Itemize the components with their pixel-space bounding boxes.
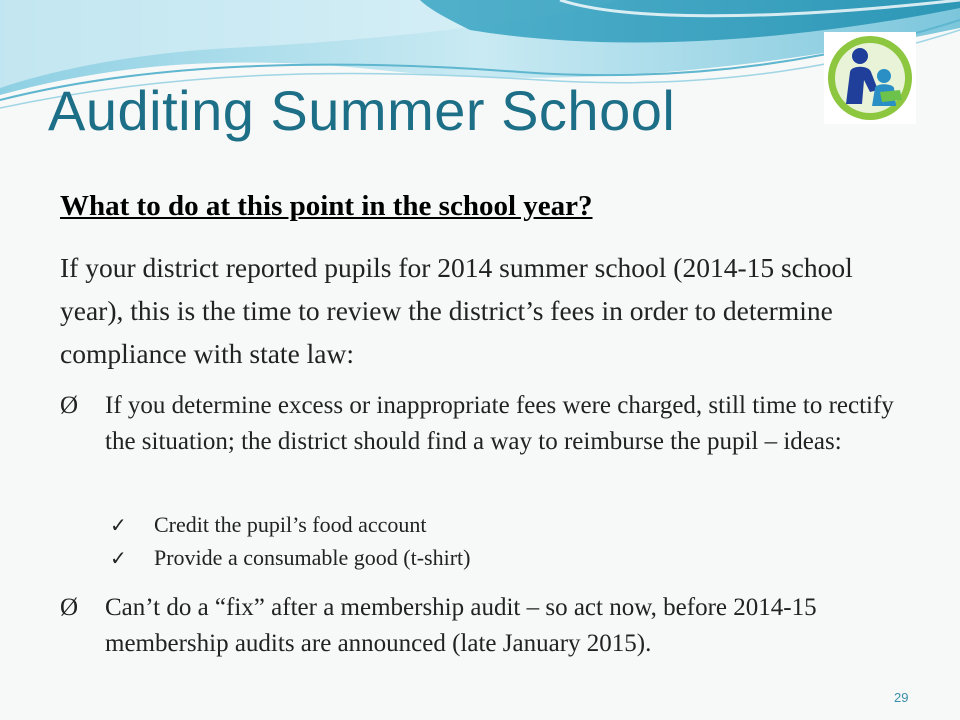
slide-title: Auditing Summer School	[48, 79, 676, 142]
page-number: 29	[894, 690, 909, 705]
arrow-bullet-icon: Ø	[60, 392, 79, 419]
bullet-text: If you determine excess or inappropriate fees were charged, still time to rectify the situation; the district should find a way to reimburse the pupil – ideas:	[105, 392, 894, 455]
checkmark-icon: ✓	[110, 546, 127, 570]
section-subheading: What to do at this point in the school year?	[60, 190, 593, 222]
intro-paragraph: If your district reported pupils for 2014 summer school (2014-15 school year), this is the time to review the district’s fees in order to determine compliance with state law:	[60, 252, 853, 369]
arrow-bullet-icon: Ø	[60, 594, 79, 621]
sub-bullet-text: Provide a consumable good (t-shirt)	[154, 545, 471, 570]
sub-bullet-text: Credit the pupil’s food account	[154, 512, 427, 537]
bullet-text: Can’t do a “fix” after a membership audit – so act now, before 2014-15 membership audits are announced (late January 2015).	[105, 594, 817, 657]
checkmark-icon: ✓	[110, 513, 127, 537]
teacher-student-logo-icon	[824, 32, 916, 124]
